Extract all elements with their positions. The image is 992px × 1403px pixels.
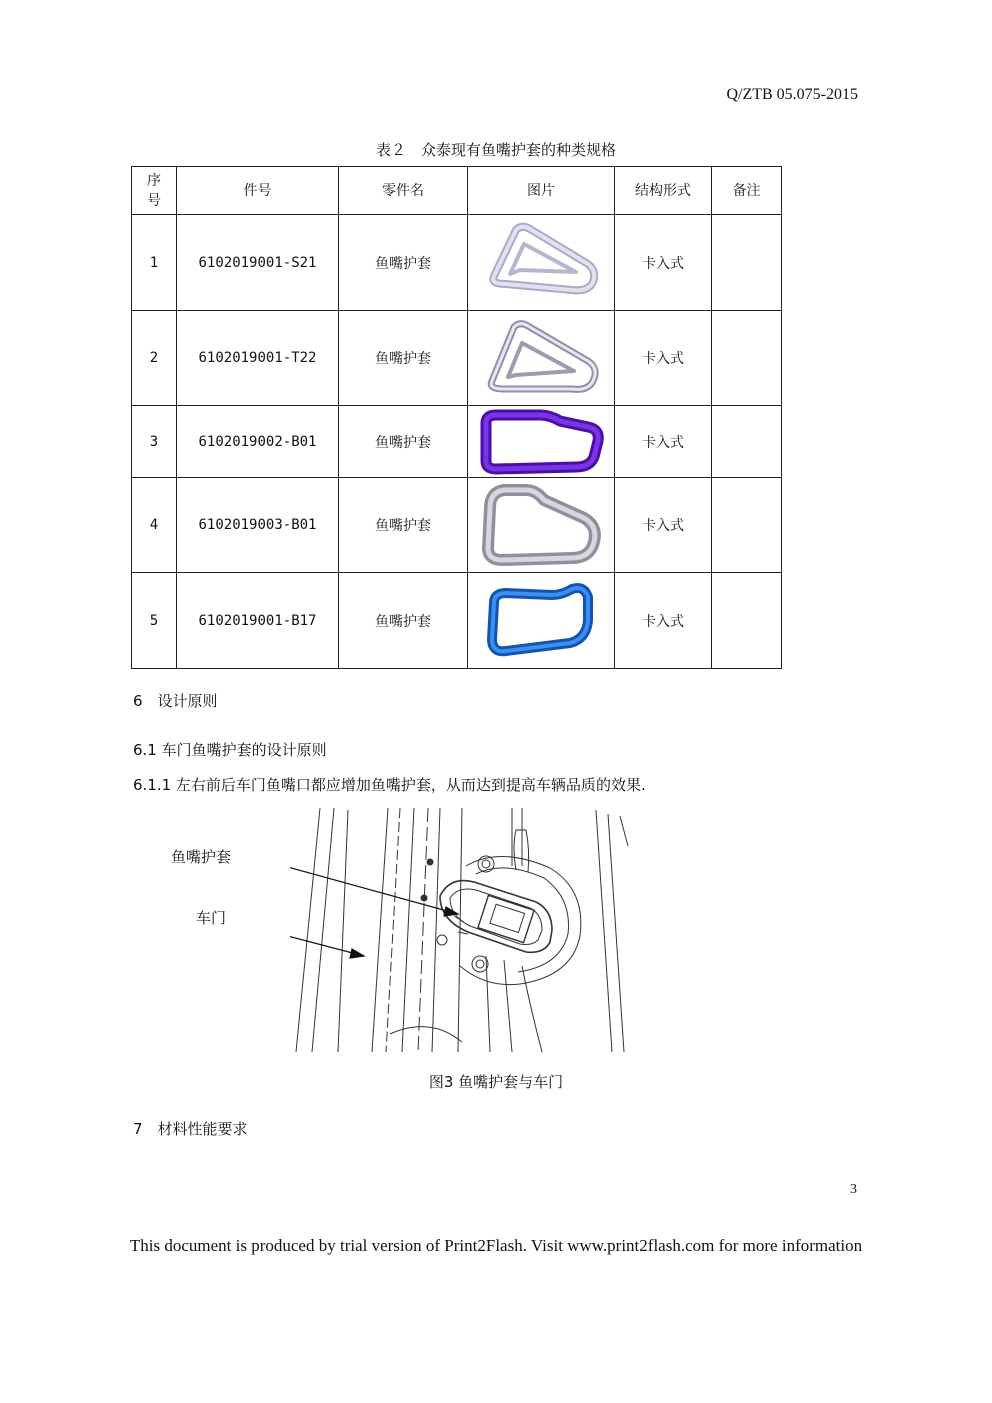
row-picture xyxy=(468,573,615,669)
silver-outline-guard-icon xyxy=(476,315,606,401)
section-6-heading: 6 设计原则 xyxy=(133,692,218,710)
document-code: Q/ZTB 05.075-2015 xyxy=(726,86,858,103)
row-seq: 1 xyxy=(132,215,177,311)
row-structure: 卡入式 xyxy=(615,311,712,406)
row-part-name: 鱼嘴护套 xyxy=(339,478,468,573)
page-number: 3 xyxy=(850,1182,857,1197)
row-seq: 4 xyxy=(132,478,177,573)
header-structure: 结构形式 xyxy=(615,167,712,215)
row-part-name: 鱼嘴护套 xyxy=(339,573,468,669)
row-seq: 3 xyxy=(132,406,177,478)
row-remark xyxy=(712,311,782,406)
figure-label-guard: 鱼嘴护套 xyxy=(171,848,232,866)
purple-guard-icon xyxy=(476,409,606,475)
header-picture: 图片 xyxy=(468,167,615,215)
table-row xyxy=(132,311,782,406)
row-structure: 卡入式 xyxy=(615,215,712,311)
row-part-no: 6102019003-B01 xyxy=(177,478,339,573)
row-remark xyxy=(712,478,782,573)
table-row xyxy=(132,573,782,669)
row-seq: 5 xyxy=(132,573,177,669)
trial-footer: This document is produced by trial version of Print2Flash. Visit www.print2flash.com for more information xyxy=(129,1236,863,1255)
header-part-name: 零件名 xyxy=(339,167,468,215)
row-picture xyxy=(468,311,615,406)
table-row xyxy=(132,406,782,478)
row-remark xyxy=(712,215,782,311)
row-picture xyxy=(468,406,615,478)
row-structure: 卡入式 xyxy=(615,406,712,478)
row-remark xyxy=(712,406,782,478)
table-row xyxy=(132,478,782,573)
header-seq: 序 号 xyxy=(132,167,177,215)
grey-guard-icon xyxy=(476,482,606,568)
table-caption: 表２ 众泰现有鱼嘴护套的种类规格 xyxy=(375,141,616,159)
row-part-no: 6102019001-S21 xyxy=(177,215,339,311)
header-remark: 备注 xyxy=(712,167,782,215)
section-7-heading: 7 材料性能要求 xyxy=(133,1120,248,1138)
spec-table xyxy=(131,166,782,669)
table-header-row xyxy=(132,167,782,215)
row-part-no: 6102019001-T22 xyxy=(177,311,339,406)
row-part-name: 鱼嘴护套 xyxy=(339,406,468,478)
door-latch-drawing xyxy=(290,806,635,1056)
row-structure: 卡入式 xyxy=(615,478,712,573)
row-part-no: 6102019001-B17 xyxy=(177,573,339,669)
section-6-1-1-text: 6.1.1 左右前后车门鱼嘴口都应增加鱼嘴护套，从而达到提高车辆品质的效果. xyxy=(133,776,646,794)
figure-caption: 图3 鱼嘴护套与车门 xyxy=(428,1073,564,1091)
row-part-name: 鱼嘴护套 xyxy=(339,215,468,311)
header-part-no: 件号 xyxy=(177,167,339,215)
row-picture xyxy=(468,478,615,573)
row-remark xyxy=(712,573,782,669)
row-part-name: 鱼嘴护套 xyxy=(339,311,468,406)
section-6-1-heading: 6.1 车门鱼嘴护套的设计原则 xyxy=(133,741,327,759)
blue-guard-icon xyxy=(476,581,606,661)
table-row xyxy=(132,215,782,311)
figure-label-door: 车门 xyxy=(196,909,227,927)
row-structure: 卡入式 xyxy=(615,573,712,669)
silver-thin-guard-icon xyxy=(476,220,606,306)
row-picture xyxy=(468,215,615,311)
row-seq: 2 xyxy=(132,311,177,406)
row-part-no: 6102019002-B01 xyxy=(177,406,339,478)
